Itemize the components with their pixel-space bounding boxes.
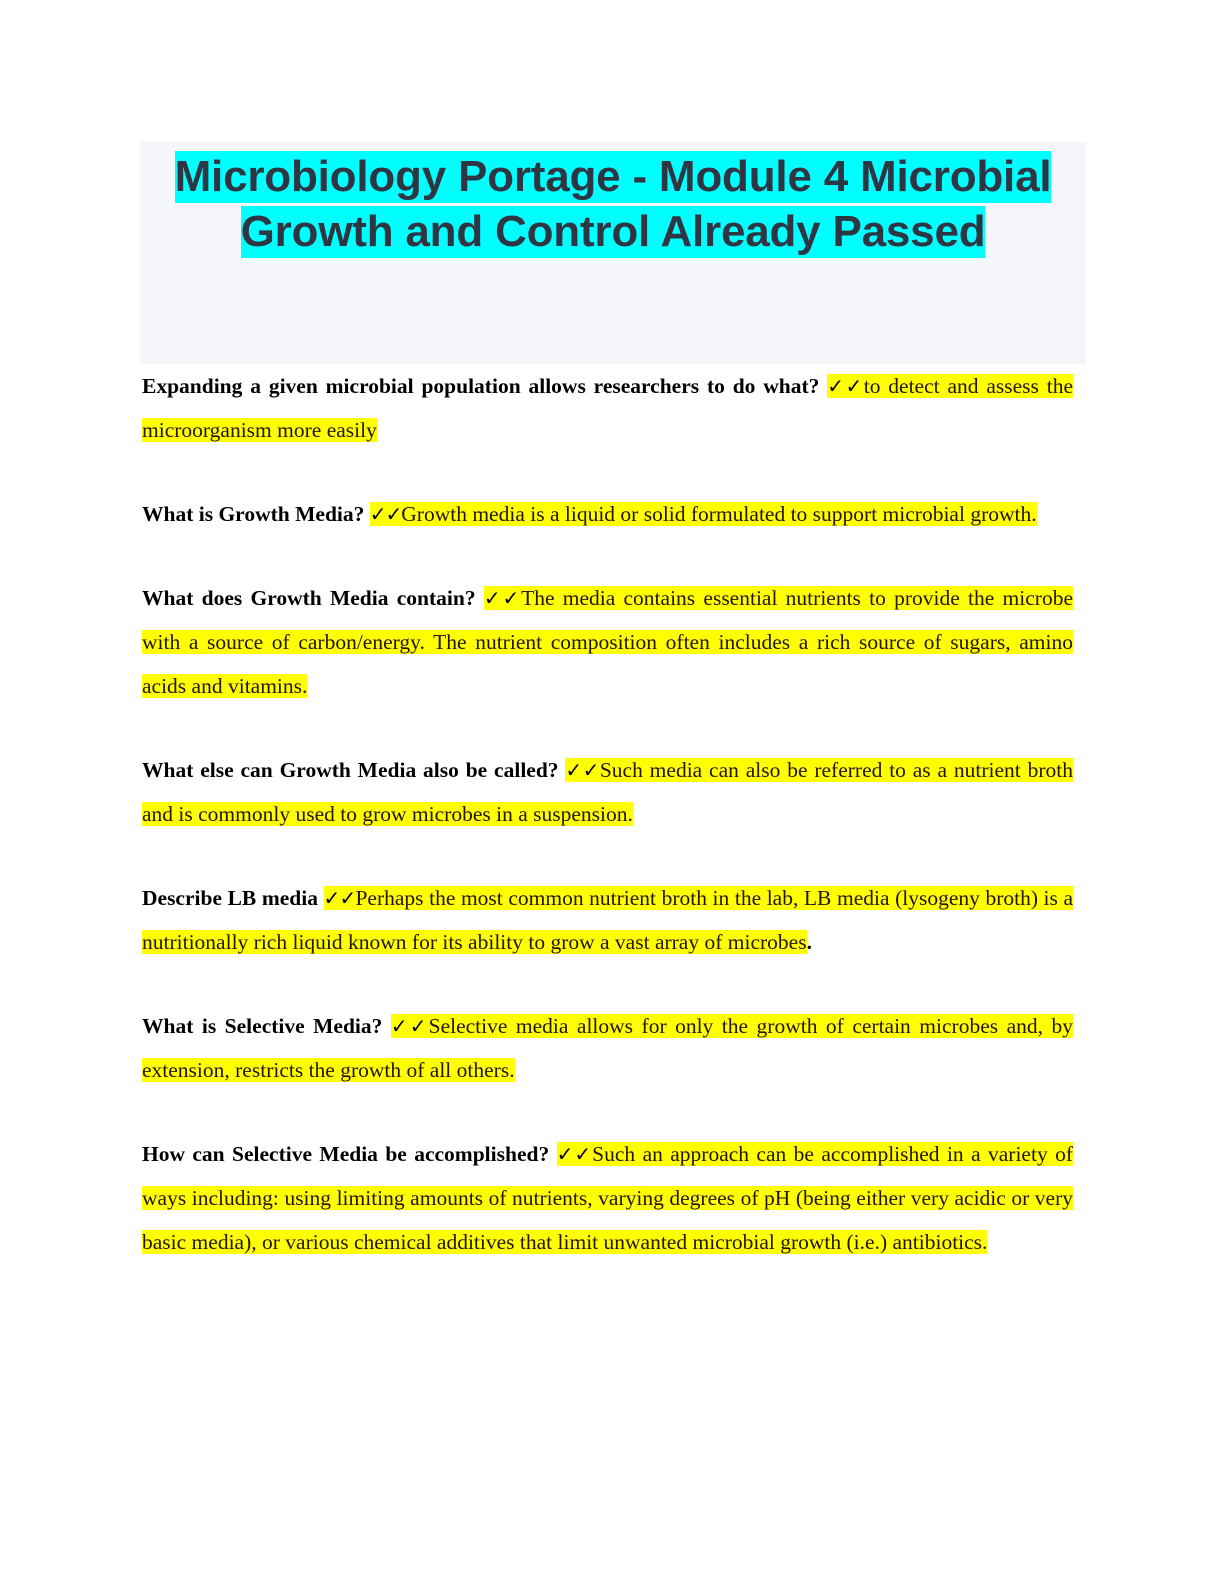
answer-text: to detect and assess the microorganism more easily: [142, 374, 1073, 442]
qa-item: [142, 492, 1073, 536]
question-text: What does Growth Media contain?: [142, 586, 476, 610]
question-text: What is Growth Media?: [142, 502, 365, 526]
qa-item: [142, 576, 1073, 708]
answer-text: Such media can also be referred to as a nutrient broth and is commonly used to grow microbes in a suspension.: [142, 758, 1073, 826]
answer-text: Perhaps the most common nutrient broth in the lab, LB media (lysogeny broth) is a nutritionally rich liquid known for its ability to grow a vast array of microbes: [142, 886, 1074, 954]
question-text: Expanding a given microbial population allows researchers to do what?: [142, 374, 820, 398]
answer-text: The media contains essential nutrients to provide the microbe with a source of carbon/energy. The nutrient composition often includes a rich source of sugars, amino acids and vitamins.: [142, 586, 1073, 698]
question-text: What else can Growth Media also be called?: [142, 758, 559, 782]
qa-item: [142, 748, 1073, 836]
qa-item: [142, 876, 1073, 964]
document-header-banner: [140, 142, 1086, 364]
qa-item: [142, 1132, 1073, 1264]
page-title: [146, 150, 1080, 259]
checkmark-icon: ✓✓: [556, 1142, 593, 1166]
checkmark-icon: ✓✓: [483, 586, 522, 610]
qa-item: [142, 364, 1073, 452]
checkmark-icon: ✓✓: [369, 502, 402, 526]
qa-item: [142, 1004, 1073, 1092]
question-text: What is Selective Media?: [142, 1014, 383, 1038]
qa-list: [142, 364, 1073, 1264]
answer-text: Growth media is a liquid or solid formulated to support microbial growth.: [401, 502, 1037, 526]
checkmark-icon: ✓✓: [390, 1014, 429, 1038]
question-text: Describe LB media: [142, 886, 318, 910]
checkmark-icon: ✓✓: [323, 886, 356, 910]
checkmark-icon: ✓✓: [565, 758, 600, 782]
question-text: How can Selective Media be accomplished?: [142, 1142, 550, 1166]
answer-text: Such an approach can be accomplished in a variety of ways including: using limiting amounts of nutrients, varying degrees of pH (being either very acidic or very basic media), or various chemical additives that limit unwanted microbial growth (i.e.) antibiotics.: [142, 1142, 1074, 1254]
page-title-highlight: Microbiology Portage - Module 4 Microbial Growth and Control Already Passed: [174, 152, 1052, 256]
answer-text: Selective media allows for only the growth of certain microbes and, by extension, restricts the growth of all others.: [142, 1014, 1073, 1082]
answer-tail: .: [806, 930, 812, 954]
checkmark-icon: ✓✓: [827, 374, 864, 398]
